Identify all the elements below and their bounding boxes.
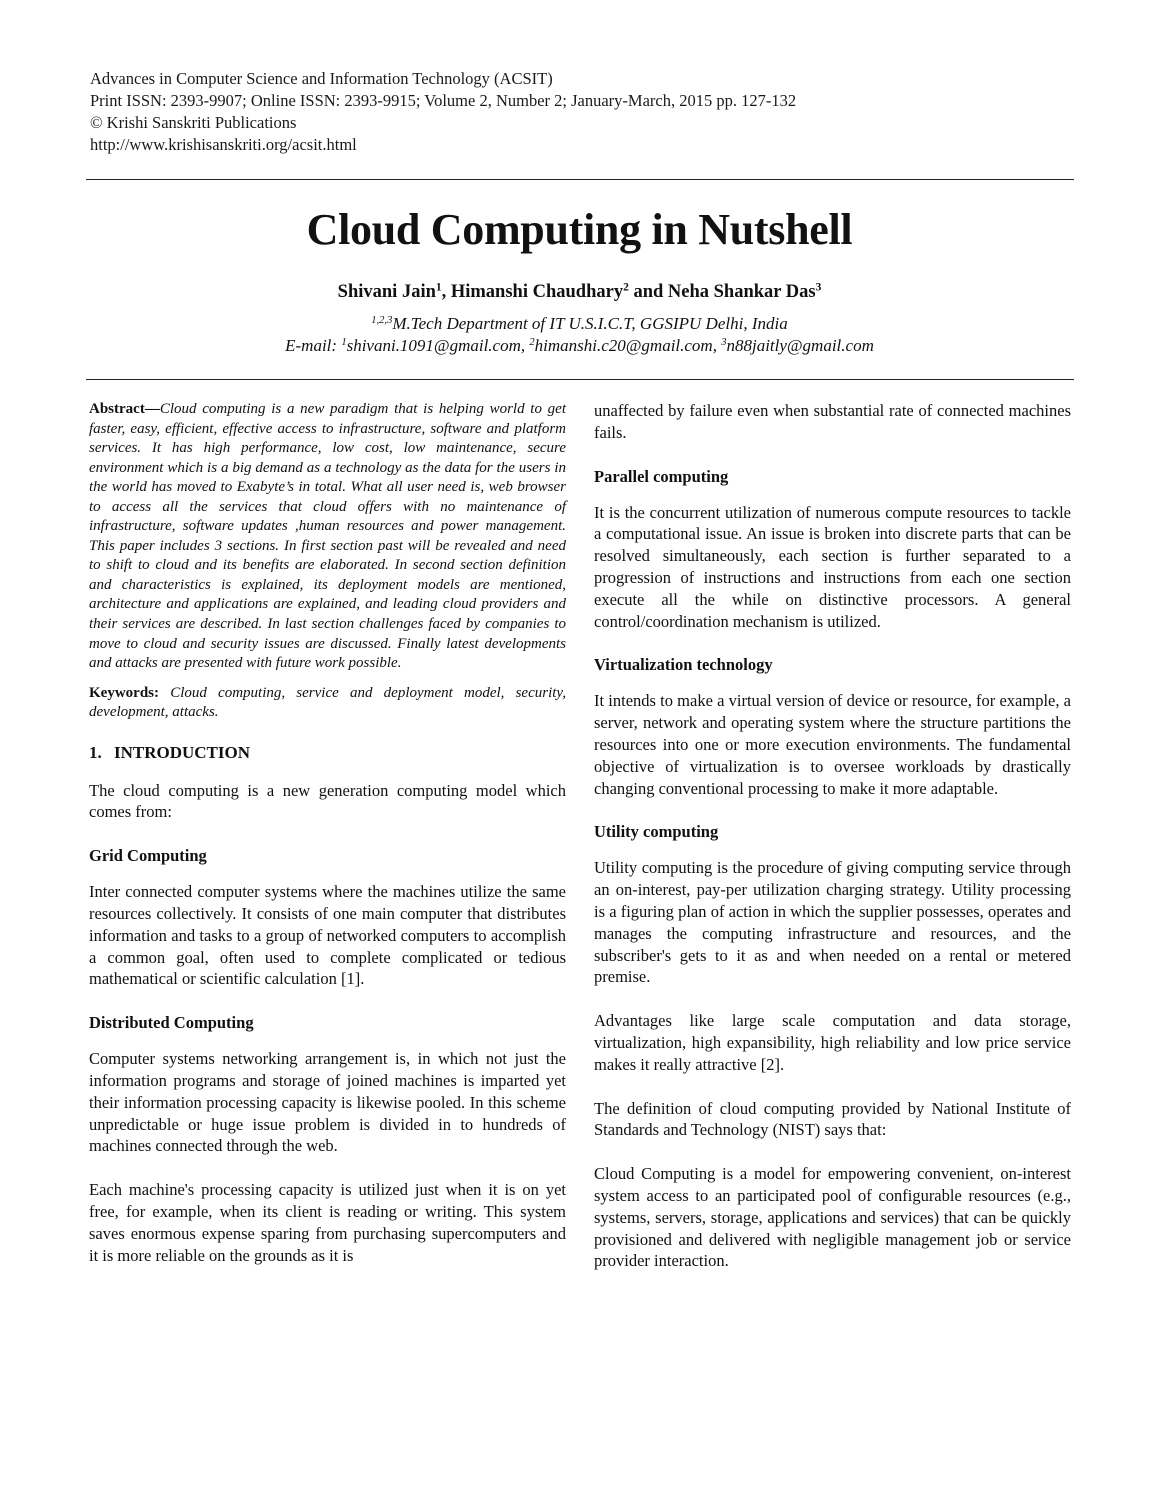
author-affiliation [0, 313, 1159, 335]
email-address[interactable]: himanshi.c20@gmail.com [534, 336, 713, 355]
journal-publisher: © Krishi Sanskriti Publications [90, 113, 297, 132]
journal-issn-line: Print ISSN: 2393-9907; Online ISSN: 2393-9915; Volume 2, Number 2; January-March, 2015 pp. 127-132 [90, 91, 797, 110]
virtualization-paragraph: It intends to make a virtual version of device or resource, for example, a server, network and operating system where the structure partitions the resources into one or more execution environments. The fundamental objective of virtualization is to oversee workloads by drastically changing conventional processing to make it more adaptable. [594, 691, 1071, 798]
email-separator: , [712, 336, 722, 355]
author-list [0, 280, 1159, 304]
nist-definition-paragraph: Cloud Computing is a model for empowering convenient, on-interest system access to an participated pool of configurable resources (e.g., systems, servers, storage, applications and services) that can be quickly provisioned and delivered with negligible management job or service provider interaction. [594, 1164, 1071, 1271]
distributed-computing-paragraph-2: Each machine's processing capacity is utilized just when it is on yet free, for example, when its client is reading or writing. This system saves enormous expense sparing from purchasing supercomputers and it is more reliable on the grounds as it is [89, 1180, 566, 1265]
affiliation-superscript: 1,2,3 [371, 315, 393, 327]
subheading-distributed-computing: Distributed Computing [89, 1013, 254, 1033]
journal-name: Advances in Computer Science and Information Technology (ACSIT) [90, 69, 553, 88]
journal-header [90, 68, 796, 156]
section-heading-introduction [89, 742, 566, 764]
author-separator: and [628, 282, 668, 302]
abstract-label: Abstract— [89, 401, 160, 417]
subheading-utility-computing: Utility computing [594, 822, 719, 842]
intro-paragraph: The cloud computing is a new generation computing model which comes from: [89, 780, 566, 822]
title-divider [86, 379, 1074, 380]
journal-url[interactable]: http://www.krishisanskriti.org/acsit.html [90, 135, 357, 154]
email-label: E-mail: [285, 336, 342, 355]
right-column [594, 400, 1071, 1272]
author-name: Shivani Jain [337, 282, 436, 302]
email-address[interactable]: n88jaitly@gmail.com [726, 336, 874, 355]
email-address[interactable]: shivani.1091@gmail.com [346, 336, 521, 355]
author-superscript: 1 [435, 281, 442, 294]
grid-computing-paragraph: Inter connected computer systems where the machines utilize the same resources collectively. It consists of one main computer that distributes information and tasks to a group of networked computers to accomplish a common goal, often used to complete complicated or tedious mathematical or scientific calculation [1]. [89, 882, 566, 989]
utility-computing-paragraph: Utility computing is the procedure of giving computing service through an on-interest, pay-per utilization charging strategy. Utility processing is a figuring plan of action in which the supplier possesses, operates and manages the computing infrastructure and resources, and the subscriber's gets to it as and when needed on a rental or metered premise. [594, 858, 1071, 987]
abstract [89, 400, 566, 674]
abstract-text: Cloud computing is a new paradigm that is helping world to get faster, easy, efficient, effective access to infrastructure, software and platform services. It has high performance, low cost, low maintenance, secure environment which is a big demand as a technology as the data for the users in the world has moved to Exabyte’s in total. What all user need is, web browser to access all the services that cloud offers with no maintenance of infrastructure, software updates ,human resources and power management. This paper includes 3 sections. In first section past will be revealed and need to shift to cloud and its benefits are elaborated. In second section definition and characteristics is explained, its deployment models are mentioned, architecture and applications are explained, and leading cloud providers and their services are described. In last section challenges faced by companies to move to cloud and security issues are discussed. Finally latest developments and attacks are presented with future work possible. [89, 401, 566, 672]
email-superscript: 2 [529, 337, 535, 349]
author-name: Himanshi Chaudhary [450, 282, 624, 302]
affiliation-text: M.Tech Department of IT U.S.I.C.T, GGSIPU Delhi, India [392, 314, 788, 333]
left-column [89, 400, 566, 1266]
author-name: Neha Shankar Das [667, 282, 816, 302]
author-superscript: 3 [815, 281, 822, 294]
keywords [89, 684, 566, 723]
author-emails [0, 335, 1159, 357]
distributed-computing-paragraph: Computer systems networking arrangement is, in which not just the information programs and storage of joined machines is imparted yet their information processing capacity is likewise pooled. In this scheme unpredictable or huge issue problem is divided in to hundreds of machines connected through the web. [89, 1049, 566, 1156]
header-divider [86, 179, 1074, 180]
section-number: 1. [89, 742, 102, 762]
section-title: INTRODUCTION [114, 742, 251, 762]
paper-title: Cloud Computing in Nutshell [306, 205, 853, 254]
nist-intro-paragraph: The definition of cloud computing provided by National Institute of Standards and Technology (NIST) says that: [594, 1098, 1071, 1140]
subheading-grid-computing: Grid Computing [89, 846, 207, 866]
email-separator: , [520, 336, 530, 355]
keywords-label: Keywords: [89, 684, 159, 701]
distributed-computing-continuation: unaffected by failure even when substantial rate of connected machines fails. [594, 401, 1071, 442]
author-superscript: 2 [623, 281, 629, 294]
parallel-computing-paragraph: It is the concurrent utilization of numerous compute resources to tackle a computational issue. An issue is broken into discrete parts that can be resolved simultaneously, each section is further separated to a progression of instructions and instructions from each one section execute all the while on distinctive processors. A general control/coordination mechanism is utilized. [594, 502, 1071, 631]
keywords-text: Cloud computing, service and deployment model, security, development, attacks. [89, 684, 566, 721]
email-superscript: 1 [341, 337, 347, 349]
email-superscript: 3 [721, 337, 727, 349]
advantages-paragraph: Advantages like large scale computation and data storage, virtualization, high expansibility, high reliability and low price service makes it really attractive [2]. [594, 1011, 1071, 1074]
subheading-parallel-computing: Parallel computing [594, 466, 729, 486]
subheading-virtualization-technology: Virtualization technology [594, 655, 773, 675]
author-separator: , [441, 282, 451, 302]
